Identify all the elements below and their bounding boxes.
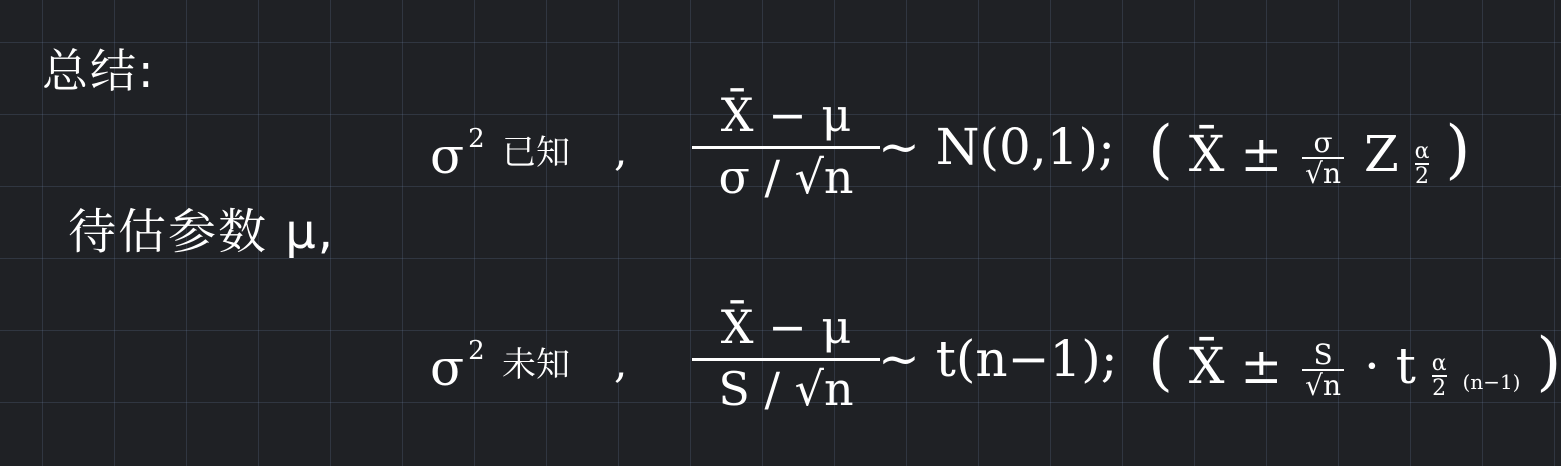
interval-center: X̄ ± bbox=[1188, 125, 1283, 183]
summary-title: 总结: bbox=[42, 44, 156, 98]
sigma-squared: σ $^2$ bbox=[430, 124, 485, 185]
variance-condition: 已知 bbox=[502, 133, 570, 173]
fraction-numerator: X̄ − μ bbox=[720, 300, 852, 354]
distribution-label: ~ N(0,1); bbox=[878, 118, 1115, 176]
fraction-bar bbox=[692, 146, 880, 149]
row-separator: , bbox=[614, 126, 628, 175]
confidence-interval bbox=[1148, 113, 1471, 190]
interval-coefficient: $\frac{S}{√n}$ bbox=[1302, 340, 1344, 401]
variance-condition: 未知 bbox=[502, 345, 570, 385]
fraction-numerator: X̄ − μ bbox=[720, 88, 852, 142]
fraction-denominator: σ / √n bbox=[718, 150, 854, 204]
fraction-denominator: S / √n bbox=[718, 362, 854, 416]
fraction-bar bbox=[692, 358, 880, 361]
sigma-squared: σ $^2$ bbox=[430, 336, 485, 397]
quantile-subscript: $\frac{\alpha}{2}$ bbox=[1431, 350, 1447, 401]
interval-open-paren: ( bbox=[1148, 325, 1173, 399]
pivot-statistic-fraction bbox=[686, 300, 886, 420]
interval-open-paren: ( bbox=[1148, 113, 1173, 187]
confidence-interval bbox=[1148, 325, 1561, 402]
interval-close-paren: ) bbox=[1536, 325, 1561, 399]
interval-center: X̄ ± bbox=[1188, 337, 1283, 395]
interval-coefficient: $\frac{\sigma}{√n}$ bbox=[1302, 128, 1344, 189]
formula-row-unknown-variance bbox=[430, 300, 1561, 420]
quantile-symbol: · t bbox=[1363, 337, 1416, 395]
distribution-label: ~ t(n−1); bbox=[878, 330, 1118, 388]
interval-close-paren: ) bbox=[1445, 113, 1471, 187]
quantile-symbol: Z bbox=[1363, 125, 1399, 183]
quantile-degrees: (n−1) bbox=[1462, 370, 1521, 394]
parameter-label: 待估参数 μ, bbox=[68, 204, 336, 260]
pivot-statistic-fraction bbox=[686, 88, 886, 208]
quantile-subscript: $\frac{\alpha}{2}$ bbox=[1414, 138, 1430, 189]
formula-row-known-variance bbox=[430, 88, 1471, 208]
row-separator: , bbox=[614, 338, 628, 387]
